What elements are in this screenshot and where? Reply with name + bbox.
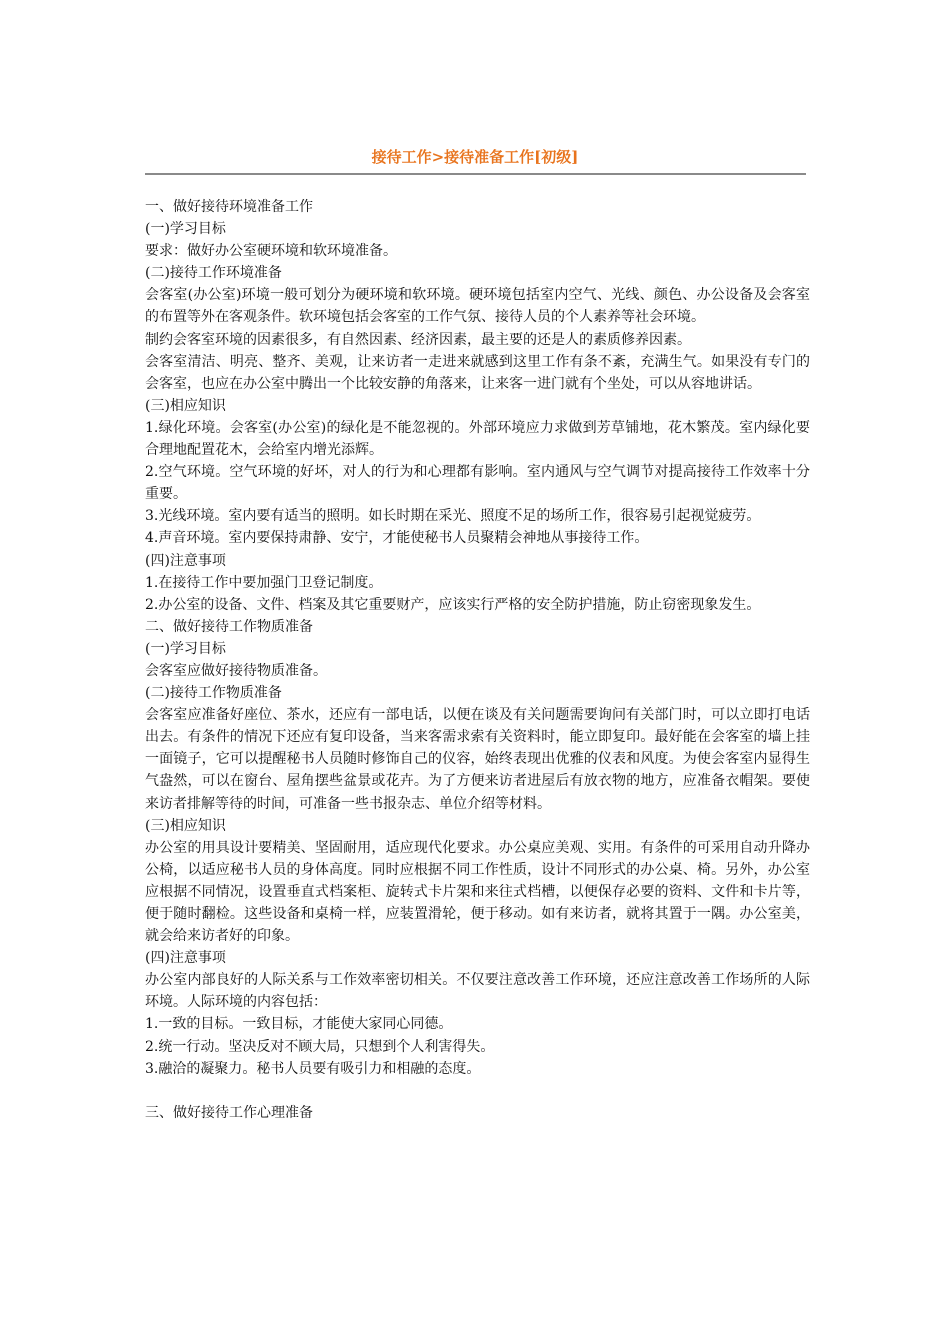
page-title: 接待工作>接待准备工作[初级] <box>371 148 579 166</box>
sub-heading: (四)注意事项 <box>145 552 226 569</box>
document-body <box>145 196 810 1124</box>
paragraph: 要求：做好办公室硬环境和软环境准备。 <box>145 243 397 260</box>
paragraph: 会客室(办公室)环境一般可划分为硬环境和软环境。硬环境包括室内空气、光线、颜色、办公设备及会客室的布置等外在客观条件。软环境包括会客室的工作气氛、接待人员的个人素养等社会环境。 <box>145 287 810 326</box>
sub-heading: (三)相应知识 <box>145 817 226 834</box>
paragraph: 办公室内部良好的人际关系与工作效率密切相关。不仅要注意改善工作环境，还应注意改善工作场所的人际环境。人际环境的内容包括： <box>145 972 810 1011</box>
paragraph: 会客室应准备好座位、茶水，还应有一部电话，以便在谈及有关问题需要询问有关部门时，可以立即打电话出去。有条件的情况下还应有复印设备，当来客需求索有关资料时，能立即复印。最好能在会客室的墙上挂一面镜子，它可以提醒秘书人员随时修饰自己的仪容，始终表现出优雅的仪表和风度。为使会客室内显得生气盎然，可以在窗台、屋角摆些盆景或花卉。为了方便来访者进屋后有放衣物的地方，应准备衣帽架。要使来访者排解等待的时间，可准备一些书报杂志、单位介绍等材料。 <box>145 707 810 812</box>
list-item: 1.在接待工作中要加强门卫登记制度。 <box>145 574 383 591</box>
list-item: 1.一致的目标。一致目标，才能使大家同心同德。 <box>145 1016 453 1033</box>
paragraph: 制约会客室环境的因素很多，有自然因素、经济因素，最主要的还是人的素质修养因素。 <box>145 331 691 348</box>
title-divider <box>145 173 806 175</box>
sub-heading: (四)注意事项 <box>145 950 226 967</box>
sub-heading: (一)学习目标 <box>145 221 226 238</box>
list-item: 3.融洽的凝聚力。秘书人员要有吸引力和相融的态度。 <box>145 1060 481 1077</box>
list-item: 2.办公室的设备、文件、档案及其它重要财产，应该实行严格的安全防护措施，防止窃密现象发生。 <box>145 596 761 613</box>
list-item: 1.绿化环境。会客室(办公室)的绿化是不能忽视的。外部环境应力求做到芳草铺地，花木繁茂。室内绿化要合理地配置花木，会给室内增光添辉。 <box>145 419 810 459</box>
paragraph: 办公室的用具设计要精美、坚固耐用，适应现代化要求。办公桌应美观、实用。有条件的可采用自动升降办公椅，以适应秘书人员的身体高度。同时应根据不同工作性质，设计不同形式的办公桌、椅。另外，办公室应根据不同情况，设置垂直式档案柜、旋转式卡片架和来往式档槽，以便保存必要的资料、文件和卡片等，便于随时翻检。这些设备和桌椅一样，应装置滑轮，便于移动。如有来访者，就将其置于一隅。办公室美，就会给来访者好的印象。 <box>145 839 810 945</box>
list-item: 4.声音环境。室内要保持肃静、安宁，才能使秘书人员聚精会神地从事接待工作。 <box>145 530 649 547</box>
section-heading: 三、做好接待工作心理准备 <box>145 1104 313 1121</box>
sub-heading: (二)接待工作环境准备 <box>145 265 282 282</box>
sub-heading: (一)学习目标 <box>145 640 226 657</box>
list-item: 2.统一行动。坚决反对不顾大局，只想到个人利害得失。 <box>145 1038 495 1055</box>
section-heading: 一、做好接待环境准备工作 <box>145 199 313 215</box>
list-item: 2.空气环境。空气环境的好坏，对人的行为和心理都有影响。室内通风与空气调节对提高接待工作效率十分重要。 <box>145 464 810 503</box>
list-item: 3.光线环境。室内要有适当的照明。如长时期在采光、照度不足的场所工作，很容易引起视觉疲劳。 <box>145 508 761 525</box>
blank-line <box>145 1080 810 1102</box>
sub-heading: (三)相应知识 <box>145 397 226 414</box>
paragraph: 会客室清洁、明亮、整齐、美观，让来访者一走进来就感到这里工作有条不紊，充满生气。如果没有专门的会客室，也应在办公室中腾出一个比较安静的角落来，让来客一进门就有个坐处，可以从容地讲话。 <box>145 353 810 392</box>
sub-heading: (二)接待工作物质准备 <box>145 685 282 702</box>
paragraph: 会客室应做好接待物质准备。 <box>145 662 327 679</box>
section-heading: 二、做好接待工作物质准备 <box>145 618 313 635</box>
